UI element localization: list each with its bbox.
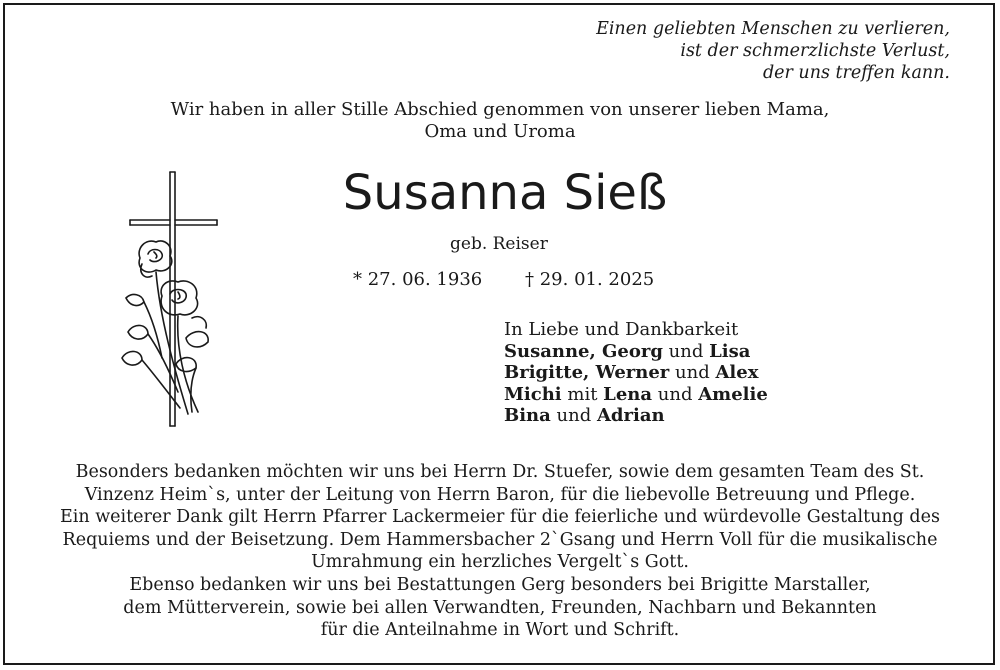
family-connector: und: [662, 340, 710, 362]
cross-with-roses-icon: [118, 168, 228, 430]
thanks-line: dem Mütterverein, sowie bei allen Verwandten, Freunden, Nachbarn und Bekannten: [123, 597, 877, 618]
thanks-line: Ein weiterer Dank gilt Herrn Pfarrer Lackermeier für die feierliche und würdevolle Gestaltung des: [60, 507, 940, 528]
family-row: [504, 341, 768, 363]
family-member-name: Michi: [504, 383, 562, 405]
family-names: [504, 341, 768, 427]
family-member-name: Adrian: [596, 405, 665, 426]
family-connector: und: [669, 362, 716, 383]
family-member-name: Bina: [504, 405, 551, 426]
deceased-name: Susanna Sieß: [342, 165, 668, 221]
intro-line: Wir haben in aller Stille Abschied genommen von unserer lieben Mama,: [170, 99, 830, 120]
family-intro: In Liebe und Dankbarkeit: [504, 319, 739, 340]
thanks-line: für die Anteilnahme in Wort und Schrift.: [320, 620, 680, 641]
family-signature: [504, 319, 768, 427]
quote-line: Einen geliebten Menschen zu verlieren,: [596, 19, 950, 39]
family-member-name: Lena: [603, 383, 653, 405]
family-member-name: Lisa: [709, 340, 751, 362]
quote-line: ist der schmerzlichste Verlust,: [680, 41, 950, 61]
family-member-name: Alex: [715, 362, 759, 383]
family-connector: und: [550, 405, 597, 426]
thanks-line: Ebenso bedanken wir uns bei Bestattungen Gerg besonders bei Brigitte Marstaller,: [129, 574, 871, 595]
family-row: [504, 384, 768, 406]
thanks-line: Requiems und der Beisetzung. Dem Hammersbacher 2`Gsang und Herrn Voll für die musikalische: [62, 529, 938, 550]
thanks-line: Vinzenz Heim`s, unter der Leitung von Herrn Baron, für die liebevolle Betreuung und Pflege.: [84, 484, 916, 505]
family-connector: mit: [561, 383, 604, 405]
family-member-name: Amelie: [698, 383, 768, 405]
family-connector: und: [652, 383, 699, 405]
intro-line: Oma und Uroma: [424, 121, 576, 142]
family-row: [504, 405, 768, 427]
family-row: [504, 362, 768, 384]
birth-date: * 27. 06. 1936: [353, 269, 483, 290]
maiden-name: geb. Reiser: [450, 234, 548, 254]
thanks-message: [0, 461, 1000, 642]
thanks-line: Besonders bedanken möchten wir uns bei Herrn Dr. Stuefer, sowie dem gesamten Team des St.: [75, 462, 925, 482]
memorial-quote: [596, 18, 950, 84]
farewell-intro: [0, 99, 1000, 143]
family-member-name: Brigitte, Werner: [504, 362, 670, 383]
quote-line: der uns treffen kann.: [762, 63, 950, 83]
family-member-name: Susanne, Georg: [504, 340, 663, 362]
death-date: † 29. 01. 2025: [525, 269, 655, 290]
thanks-line: Umrahmung ein herzliches Vergelt`s Gott.: [311, 552, 689, 573]
